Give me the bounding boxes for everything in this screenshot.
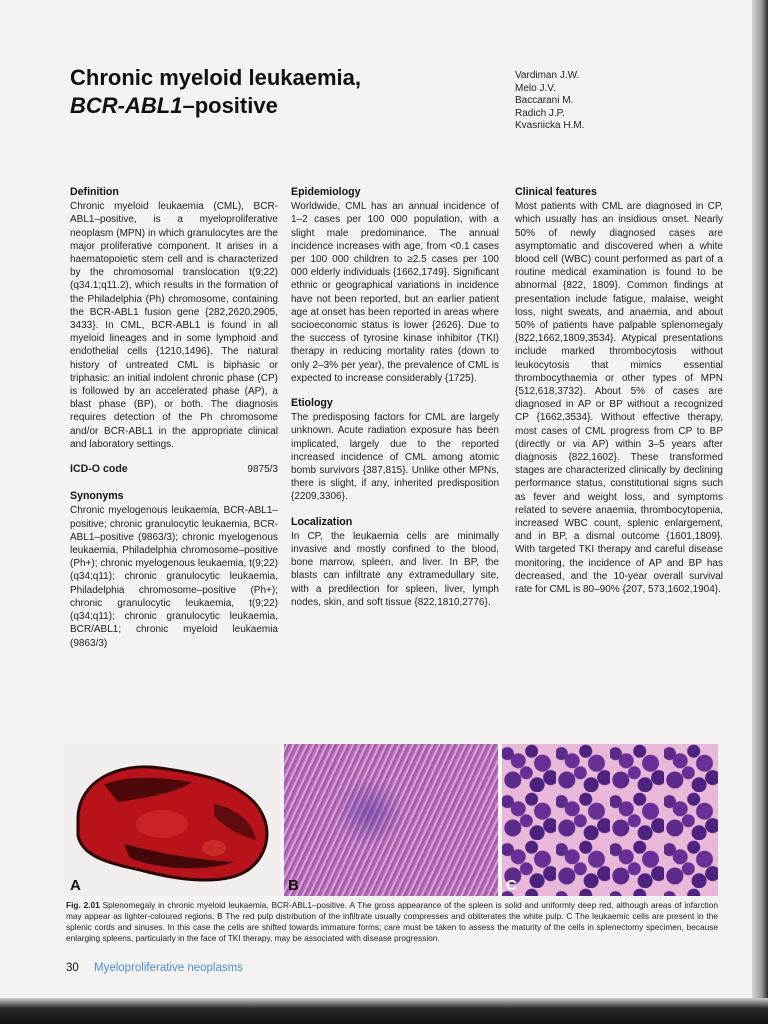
- author-name: Radich J.P.: [515, 107, 565, 119]
- figure-panel-c-histology: [502, 744, 718, 896]
- column-middle: [291, 186, 499, 621]
- figure-panels: [64, 744, 718, 896]
- author-name: Vardiman J.W.: [515, 70, 580, 81]
- epidemiology-heading: Epidemiology: [291, 186, 361, 198]
- page-number: 30: [66, 962, 79, 974]
- etiology-heading: Etiology: [291, 397, 333, 410]
- synonyms-heading: Synonyms: [70, 490, 124, 503]
- icd-o-code: 9875/3: [247, 464, 278, 476]
- definition-text: Chronic myeloid leukaemia (CML), BCR-ABL1–positive, is a myeloproliferative neoplasm (MPN) in which granulocytes are the major proliferative component. It arises in a haematopoietic stem cell and is characterized by the chromosomal translocation t(9;22)(q34.1;q11.2), which results in the formation of the Philadelphia (Ph) chromosome, containing the BCR-ABL1 fusion gene {282,2620,2905, 3433}. In CML, BCR-ABL1 is found in all myeloid lineages and in some lymphoid and endothelial cells {1210,1496}. The natural history of untreated CML is biphasic or triphasic: an initial indolent chronic phase (CP) is followed by an accelerated phase (AP), a blast phase (BP), or both. The diagnosis requires detection of the Ph chromosome and/or BCR-ABL1 in the appropriate clinical and laboratory settings.: [70, 201, 278, 450]
- icd-o-row: [70, 463, 278, 476]
- scan-bottom-edge: [0, 998, 768, 1024]
- spleen-specimen-image: [64, 744, 280, 896]
- author-name: Baccarani M.: [515, 95, 574, 106]
- next-page-edge: [752, 0, 768, 1024]
- column-right: [515, 186, 723, 608]
- icd-o-label: ICD-O code: [70, 463, 128, 476]
- title-gene-name: BCR-ABL1: [70, 93, 183, 118]
- figure-label-b: B: [288, 877, 299, 894]
- figure-caption: [66, 900, 718, 944]
- epidemiology-text: Worldwide, CML has an annual incidence of 1–2 cases per 100 000 population, with a slight male predominance. The annual incidence increases with age, from <0.1 cases per 100 000 children to ≥2.5 cases per 100 000 elderly individuals {1662,1749}. Significant ethnic or geographical variations in incidence have not been reported, but an earlier patient age at onset has been reported in areas where socioeconomic status is lower {2626}. Due to the success of tyrosine kinase inhibitor (TKI) therapy in reducing mortality rates (down to only 2–3% per year), the prevalence of CML is expected to increase considerably {1725}.: [291, 201, 499, 384]
- section-name: Myeloproliferative neoplasms: [94, 962, 243, 974]
- definition-heading: Definition: [70, 186, 119, 198]
- page-footer: [66, 962, 366, 974]
- synonyms-text: Chronic myelogenous leukaemia, BCR-ABL1–positive; chronic granulocytic leukaemia, BCR-ABL1–positive (9863/3); chronic myelogenous leukaemia, Philadelphia chromosome–positive (Ph+); chronic myelogenous leukaemia, t(9;22)(q34;q11); chronic granulocytic leukaemia, Philadelphia chromosome–positive (Ph+); chronic granulocytic leukaemia, t(9;22)(q34;q11); chronic granulocytic leukaemia, BCR/ABL1; chronic myeloid leukaemia (9863/3): [70, 505, 278, 649]
- clinical-features-text: Most patients with CML are diagnosed in CP, which usually has an insidious onset. Nearly 50% of newly diagnosed cases are asymptomatic and discovered when a white blood cell (WBC) count performed as part of a routine medical examination is found to be abnormal {822, 1809}. Common findings at presentation include fatigue, malaise, weight loss, night sweats, and anaemia, and about 50% of patients have palpable splenomegaly {822,1662,1809,3534}. Atypical presentations include marked thrombocytosis without leukocytosis that mimics essential thrombocythaemia or other types of MPN {512,618,3732}. About 5% of cases are diagnosed in AP or BP without a recognized CP {1662,3534}. Without effective therapy, most cases of CML progress from CP to BP (directly or via AP) within 3–5 years after diagnosis {822,1602}. These transformed stages are characterized clinically by declining performance status, constitutional signs such as fever and weight loss, and symptoms related to severe anaemia, thrombocytopenia, increased WBC count, splenic enlargement, and in BP, a dismal outcome {1601,1809}. With targeted TKI therapy and careful disease monitoring, the incidence of AP and BP has decreased, and the 10-year overall survival rate for CML is 80–90% {207, 573,1602,1904}.: [515, 201, 723, 596]
- localization-text: In CP, the leukaemia cells are minimally invasive and mostly confined to the blood, bone marrow, spleen, and liver. In BP, the blasts can infiltrate any extramedullary site, with a predilection for spleen, liver, lymph nodes, skin, and soft tissue {822,1810,2776}.: [291, 530, 499, 608]
- title-line-2: [70, 92, 490, 120]
- author-list: [515, 70, 715, 133]
- clinical-features-heading: Clinical features: [515, 186, 597, 198]
- title-suffix: –positive: [182, 93, 278, 118]
- figure-label-a: A: [70, 877, 81, 894]
- title-line-1: Chronic myeloid leukaemia,: [70, 65, 361, 90]
- localization-heading: Localization: [291, 515, 353, 528]
- column-left: [70, 186, 278, 662]
- figure-panel-a-spleen-photo: [64, 744, 280, 896]
- figure-caption-label: Fig. 2.01: [66, 900, 100, 910]
- author-name: Melo J.V.: [515, 82, 556, 94]
- figure-label-c: C: [506, 877, 517, 894]
- etiology-text: The predisposing factors for CML are largely unknown. Acute radiation exposure has been implicated, largely due to the reported increased incidence of CML among atomic bomb survivors {387,815}. Unlike other MPNs, there is slight, if any, inherited predisposition {2209,3306}.: [291, 412, 499, 503]
- article-title: [70, 64, 490, 120]
- author-name: Kvasnicka H.M.: [515, 120, 585, 131]
- figure-caption-text: Splenomegaly in chronic myeloid leukaemia, BCR-ABL1–positive. A The gross appearance of the spleen is solid and uniformly deep red, although areas of infarction may appear as lighter-coloured regions. B The red pulp distribution of the infiltrate usually compresses and obliterates the white pulp. C The leukaemic cells are present in the splenic cords and sinuses. In this case the cells are shifted towards immature forms; care must be taken to assess the maturity of the cells in splenectomy specimen, because enlarging spleens, particularly in the face of TKI therapy, may be associated with disease progression.: [66, 900, 719, 943]
- figure-panel-b-histology: [284, 744, 498, 896]
